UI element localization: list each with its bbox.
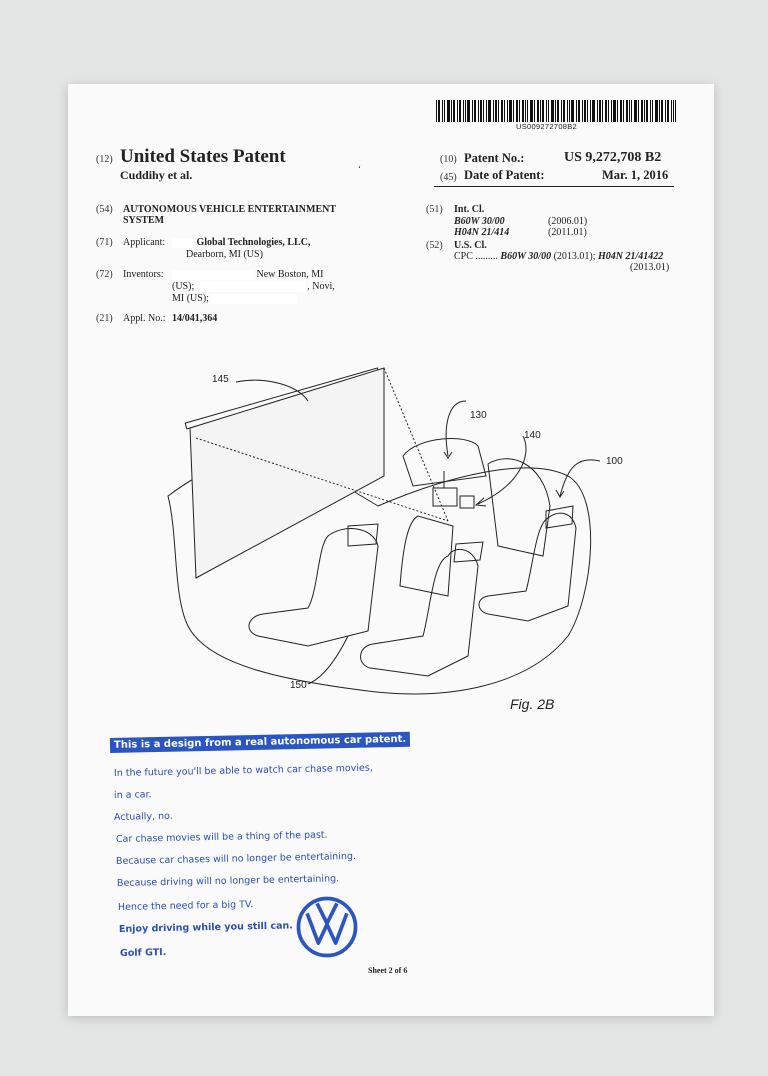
barcode-bar (661, 100, 663, 122)
vw-logo (296, 896, 358, 958)
barcode-bar (567, 100, 568, 122)
barcode-bar (451, 100, 452, 122)
barcode-bar (623, 100, 624, 122)
code-12: (12) (96, 154, 113, 165)
redaction (211, 294, 297, 304)
inventors-line-3: MI (US); (172, 293, 297, 304)
code-45: (45) (440, 172, 457, 183)
barcode-bar (587, 100, 588, 122)
barcode-bar (584, 100, 586, 122)
barcode-bar (495, 100, 497, 122)
barcode-bar (578, 100, 580, 122)
barcode-bar (478, 100, 479, 122)
patent-number: US 9,272,708 B2 (564, 150, 662, 165)
barcode-bar (513, 100, 514, 122)
barcode-bar (634, 100, 637, 122)
barcode-bar (501, 100, 503, 122)
barcode-bar (522, 100, 524, 122)
applicant-label: Applicant: (123, 237, 166, 248)
barcode-bar (519, 100, 520, 122)
barcode-bar (516, 100, 518, 122)
barcode-bar (509, 100, 512, 122)
projector (433, 471, 474, 508)
barcode-bar (463, 100, 464, 122)
barcode-bar (472, 100, 473, 122)
intcl-label: Int. Cl. (454, 204, 485, 215)
barcode-bar (453, 100, 455, 122)
barcode-bar (582, 100, 583, 122)
barcode-bar (620, 100, 622, 122)
inventors-line-2: (US); , Novi, (172, 281, 335, 292)
figure-caption: Fig. 2B (510, 696, 555, 712)
date-label: Date of Patent: (464, 168, 545, 182)
barcode-bar (557, 100, 559, 122)
barcode-bar (488, 100, 491, 122)
barcode-bar (540, 100, 541, 122)
cpc-2-year: (2013.01) (630, 262, 670, 273)
barcode-bar (534, 100, 535, 122)
sheet-number: Sheet 2 of 6 (368, 966, 408, 975)
leader-140 (478, 436, 526, 504)
barcode-bar (673, 100, 674, 122)
patent-title: United States Patent (120, 146, 286, 167)
barcode-bar (542, 100, 544, 122)
cpc-line: CPC ......... B60W 30/00 (2013.01); H04N 21/41422 (454, 251, 664, 262)
barcode-bar (546, 100, 547, 122)
barcode-bar (444, 100, 445, 122)
barcode-bar (467, 100, 470, 122)
page-mark: ‘ (358, 164, 361, 174)
barcode-bar (465, 100, 466, 122)
patent-page (68, 84, 714, 1016)
barcode-bar (551, 100, 554, 122)
label-145: 145 (212, 374, 229, 385)
barcode-bar (507, 100, 508, 122)
barcode-bar (457, 100, 458, 122)
barcode (436, 100, 676, 122)
ad-line-7: Hence the need for a big TV. (117, 899, 254, 913)
header-rule (434, 186, 674, 187)
barcode-number: US009272708B2 (516, 122, 578, 131)
appl-no-label: Appl. No.: (123, 313, 166, 324)
code-10: (10) (440, 154, 457, 165)
barcode-bar (563, 100, 565, 122)
barcode-bar (592, 100, 595, 122)
code-21: (21) (96, 313, 113, 324)
barcode-bar (530, 100, 533, 122)
barcode-bar (483, 100, 484, 122)
ad-line-1: In the future you'll be able to watch car chase movies, (113, 762, 373, 779)
barcode-bar (480, 100, 482, 122)
barcode-bar (525, 100, 526, 122)
inventors-line-1: New Boston, MI (172, 269, 323, 280)
code-71: (71) (96, 237, 113, 248)
barcode-bar (665, 100, 666, 122)
leader-150 (308, 636, 348, 684)
inventors-label: Inventors: (123, 269, 164, 280)
appl-no: 14/041,364 (172, 313, 218, 324)
barcode-bar (644, 100, 645, 122)
barcode-bar (486, 100, 487, 122)
label-140: 140 (524, 430, 541, 441)
barcode-bar (611, 100, 612, 122)
barcode-bar (569, 100, 570, 122)
intcl-2: H04N 21/414 (454, 227, 510, 238)
barcode-bar (571, 100, 574, 122)
label-150: 150 (290, 680, 307, 691)
ad-headline: This is a design from a real autonomous car patent. (110, 732, 410, 753)
barcode-bar (646, 100, 648, 122)
ad-line-3: Actually, no. (113, 810, 173, 823)
applicant-name: Global Technologies, LLC, (196, 237, 311, 248)
redaction (197, 282, 305, 292)
redaction (172, 238, 194, 248)
label-130: 130 (470, 410, 487, 421)
barcode-bar (590, 100, 591, 122)
barcode-bar (597, 100, 598, 122)
barcode-bar (650, 100, 651, 122)
applicant-value (172, 237, 310, 248)
barcode-bar (498, 100, 499, 122)
barcode-bar (659, 100, 660, 122)
barcode-bar (671, 100, 672, 122)
barcode-bar (576, 100, 577, 122)
barcode-bar (555, 100, 556, 122)
ad-line-2: in a car. (113, 789, 152, 801)
barcode-bar (631, 100, 632, 122)
barcode-bar (617, 100, 618, 122)
leader-100 (560, 460, 600, 496)
invention-title-1: AUTONOMOUS VEHICLE ENTERTAINMENT (123, 204, 337, 215)
code-72: (72) (96, 269, 113, 280)
barcode-bar (638, 100, 639, 122)
barcode-bar (599, 100, 601, 122)
uscl-label: U.S. Cl. (454, 240, 487, 251)
barcode-bar (438, 100, 440, 122)
barcode-bar (667, 100, 669, 122)
patent-figure (148, 346, 628, 706)
barcode-bar (608, 100, 609, 122)
ad-line-5: Because car chases will no longer be entertaining. (115, 850, 357, 867)
barcode-bar (459, 100, 461, 122)
patent-no-label: Patent No.: (464, 151, 525, 165)
barcode-bar (561, 100, 562, 122)
redaction (172, 270, 254, 280)
code-54: (54) (96, 204, 113, 215)
barcode-bar (537, 100, 539, 122)
barcode-bar (527, 100, 528, 122)
barcode-bar (613, 100, 616, 122)
vehicle-seats (249, 506, 576, 676)
barcode-bar (605, 100, 607, 122)
barcode-bar (629, 100, 630, 122)
barcode-bar (436, 100, 437, 122)
intcl-2-year: (2011.01) (548, 227, 587, 238)
barcode-bar (493, 100, 494, 122)
barcode-bar (655, 100, 658, 122)
barcode-bar (675, 100, 676, 122)
ad-line-4: Car chase movies will be a thing of the past. (115, 829, 328, 845)
leader-130 (446, 401, 466, 456)
ad-line-6: Because driving will no longer be entertaining. (116, 873, 340, 889)
barcode-bar (602, 100, 603, 122)
barcode-bar (474, 100, 476, 122)
intcl-1: B60W 30/00 (454, 216, 505, 227)
applicant-location: Dearborn, MI (US) (186, 249, 263, 260)
barcode-bar (652, 100, 653, 122)
barcode-bar (641, 100, 643, 122)
ad-tagline: Enjoy driving while you still can. (118, 920, 293, 935)
barcode-bar (626, 100, 628, 122)
intcl-1-year: (2006.01) (548, 216, 588, 227)
patent-authors: Cuddihy et al. (120, 168, 193, 182)
code-51: (51) (426, 204, 443, 215)
barcode-bar (447, 100, 450, 122)
code-52: (52) (426, 240, 443, 251)
ad-product: Golf GTI. (119, 947, 167, 959)
invention-title-2: SYSTEM (123, 215, 165, 226)
barcode-bar (548, 100, 549, 122)
label-100: 100 (606, 456, 623, 467)
barcode-bar (504, 100, 505, 122)
barcode-bar (442, 100, 443, 122)
patent-date: Mar. 1, 2016 (602, 168, 669, 182)
